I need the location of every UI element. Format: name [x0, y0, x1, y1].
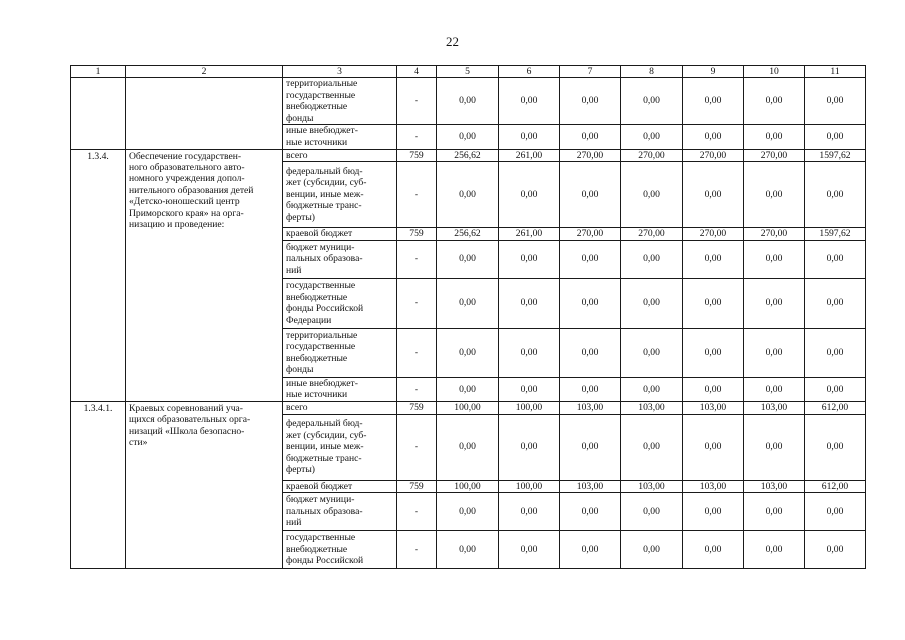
column-header: 7 [560, 66, 621, 78]
column-header: 8 [621, 66, 683, 78]
amount-cell: 0,00 [560, 78, 621, 125]
amount-cell: 0,00 [683, 531, 744, 569]
activity-name-cell [126, 78, 283, 150]
amount-cell: 0,00 [744, 493, 805, 531]
amount-cell: 103,00 [683, 401, 744, 414]
amount-cell: 0,00 [744, 328, 805, 377]
amount-cell: 270,00 [683, 149, 744, 162]
amount-cell: 0,00 [560, 240, 621, 278]
amount-cell: 0,00 [683, 328, 744, 377]
activity-name-cell: Краевых соревнований уча- щихся образовательных орга- низаций «Школа безопасно- сти» [126, 401, 283, 568]
column-header-row [71, 66, 866, 78]
amount-cell: 0,00 [621, 278, 683, 328]
amount-cell: 0,00 [744, 377, 805, 401]
amount-cell: 0,00 [744, 78, 805, 125]
column-header: 11 [805, 66, 866, 78]
column-header: 6 [499, 66, 560, 78]
amount-cell: 0,00 [744, 162, 805, 228]
amount-cell: 0,00 [683, 414, 744, 480]
amount-cell: 0,00 [805, 328, 866, 377]
amount-cell: 0,00 [621, 162, 683, 228]
amount-cell: 0,00 [744, 414, 805, 480]
amount-cell: 0,00 [683, 125, 744, 149]
funding-source-cell: федеральный бюд- жет (субсидии, суб- венции, иные меж- бюджетные транс- ферты) [283, 162, 397, 228]
amount-cell: 103,00 [621, 480, 683, 493]
funding-source-cell: государственные внебюджетные фонды Российской Федерации [283, 278, 397, 328]
amount-cell: 100,00 [499, 401, 560, 414]
amount-cell: 0,00 [499, 328, 560, 377]
amount-cell: 261,00 [499, 228, 560, 241]
funding-source-cell: федеральный бюд- жет (субсидии, суб- венции, иные меж- бюджетные транс- ферты) [283, 414, 397, 480]
amount-cell: 103,00 [744, 401, 805, 414]
amount-cell: 103,00 [683, 480, 744, 493]
amount-cell: 0,00 [683, 240, 744, 278]
amount-cell: 0,00 [560, 278, 621, 328]
activity-number-cell [71, 78, 126, 150]
funding-source-cell: краевой бюджет [283, 228, 397, 241]
amount-cell: 256,62 [437, 149, 499, 162]
amount-cell: 612,00 [805, 401, 866, 414]
amount-cell: 0,00 [621, 240, 683, 278]
amount-cell: 103,00 [560, 480, 621, 493]
amount-cell: 0,00 [805, 240, 866, 278]
column-header: 2 [126, 66, 283, 78]
amount-cell: 0,00 [683, 493, 744, 531]
funding-source-cell: бюджет муници- пальных образова- ний [283, 493, 397, 531]
amount-cell: 0,00 [437, 377, 499, 401]
amount-cell: 0,00 [805, 493, 866, 531]
column-header: 3 [283, 66, 397, 78]
amount-cell: 0,00 [560, 162, 621, 228]
budget-code-cell: - [397, 414, 437, 480]
budget-code-cell: - [397, 328, 437, 377]
amount-cell: 0,00 [683, 377, 744, 401]
column-header: 4 [397, 66, 437, 78]
amount-cell: 0,00 [805, 414, 866, 480]
budget-code-cell: - [397, 240, 437, 278]
budget-code-cell: 759 [397, 401, 437, 414]
amount-cell: 0,00 [560, 493, 621, 531]
amount-cell: 0,00 [437, 414, 499, 480]
amount-cell: 256,62 [437, 228, 499, 241]
amount-cell: 612,00 [805, 480, 866, 493]
amount-cell: 0,00 [560, 328, 621, 377]
amount-cell: 0,00 [621, 125, 683, 149]
amount-cell: 0,00 [805, 162, 866, 228]
amount-cell: 270,00 [560, 149, 621, 162]
amount-cell: 0,00 [744, 125, 805, 149]
funding-source-cell: краевой бюджет [283, 480, 397, 493]
column-header: 10 [744, 66, 805, 78]
activity-name-cell: Обеспечение государствен- ного образовательного авто- номного учреждения допол- нительного образования детей «Детско-юношеский центр Приморского края» на орга- низацию и проведение: [126, 149, 283, 401]
funding-source-cell: территориальные государственные внебюджетные фонды [283, 78, 397, 125]
amount-cell: 0,00 [560, 125, 621, 149]
amount-cell: 0,00 [560, 531, 621, 569]
amount-cell: 0,00 [499, 78, 560, 125]
budget-code-cell: - [397, 162, 437, 228]
amount-cell: 0,00 [437, 328, 499, 377]
funding-table [70, 65, 866, 569]
budget-code-cell: - [397, 531, 437, 569]
funding-source-cell: государственные внебюджетные фонды Российской [283, 531, 397, 569]
amount-cell: 0,00 [437, 493, 499, 531]
amount-cell: 0,00 [437, 125, 499, 149]
amount-cell: 0,00 [683, 78, 744, 125]
budget-code-cell: - [397, 78, 437, 125]
amount-cell: 100,00 [437, 480, 499, 493]
amount-cell: 270,00 [621, 228, 683, 241]
amount-cell: 0,00 [805, 377, 866, 401]
amount-cell: 0,00 [499, 240, 560, 278]
amount-cell: 103,00 [560, 401, 621, 414]
funding-source-cell: бюджет муници- пальных образова- ний [283, 240, 397, 278]
amount-cell: 0,00 [683, 162, 744, 228]
amount-cell: 0,00 [805, 125, 866, 149]
amount-cell: 0,00 [560, 377, 621, 401]
amount-cell: 0,00 [621, 531, 683, 569]
amount-cell: 270,00 [621, 149, 683, 162]
budget-code-cell: 759 [397, 228, 437, 241]
amount-cell: 0,00 [499, 162, 560, 228]
amount-cell: 1597,62 [805, 149, 866, 162]
amount-cell: 0,00 [499, 414, 560, 480]
amount-cell: 103,00 [621, 401, 683, 414]
amount-cell: 0,00 [621, 377, 683, 401]
amount-cell: 0,00 [805, 78, 866, 125]
amount-cell: 1597,62 [805, 228, 866, 241]
funding-source-cell: всего [283, 149, 397, 162]
amount-cell: 0,00 [499, 493, 560, 531]
budget-code-cell: - [397, 493, 437, 531]
budget-code-cell: 759 [397, 480, 437, 493]
amount-cell: 0,00 [805, 278, 866, 328]
funding-source-cell: территориальные государственные внебюджетные фонды [283, 328, 397, 377]
funding-source-cell: всего [283, 401, 397, 414]
table-row [71, 149, 866, 162]
column-header: 1 [71, 66, 126, 78]
amount-cell: 0,00 [805, 531, 866, 569]
activity-number-cell: 1.3.4. [71, 149, 126, 401]
amount-cell: 0,00 [621, 328, 683, 377]
amount-cell: 0,00 [499, 377, 560, 401]
column-header: 9 [683, 66, 744, 78]
page-number: 22 [446, 34, 459, 49]
funding-source-cell: иные внебюджет- ные источники [283, 125, 397, 149]
budget-code-cell: - [397, 125, 437, 149]
amount-cell: 270,00 [560, 228, 621, 241]
amount-cell: 270,00 [683, 228, 744, 241]
amount-cell: 0,00 [621, 78, 683, 125]
amount-cell: 0,00 [437, 78, 499, 125]
amount-cell: 100,00 [437, 401, 499, 414]
amount-cell: 100,00 [499, 480, 560, 493]
amount-cell: 0,00 [437, 278, 499, 328]
amount-cell: 0,00 [437, 240, 499, 278]
amount-cell: 0,00 [499, 278, 560, 328]
column-header: 5 [437, 66, 499, 78]
amount-cell: 0,00 [499, 531, 560, 569]
amount-cell: 0,00 [437, 531, 499, 569]
amount-cell: 0,00 [744, 240, 805, 278]
amount-cell: 261,00 [499, 149, 560, 162]
amount-cell: 0,00 [744, 278, 805, 328]
budget-code-cell: 759 [397, 149, 437, 162]
budget-code-cell: - [397, 278, 437, 328]
amount-cell: 103,00 [744, 480, 805, 493]
amount-cell: 270,00 [744, 228, 805, 241]
amount-cell: 0,00 [437, 162, 499, 228]
activity-number-cell: 1.3.4.1. [71, 401, 126, 568]
amount-cell: 0,00 [621, 414, 683, 480]
table-row [71, 78, 866, 125]
amount-cell: 0,00 [621, 493, 683, 531]
amount-cell: 0,00 [744, 531, 805, 569]
funding-source-cell: иные внебюджет- ные источники [283, 377, 397, 401]
budget-code-cell: - [397, 377, 437, 401]
amount-cell: 0,00 [683, 278, 744, 328]
table-row [71, 401, 866, 414]
amount-cell: 270,00 [744, 149, 805, 162]
amount-cell: 0,00 [499, 125, 560, 149]
amount-cell: 0,00 [560, 414, 621, 480]
